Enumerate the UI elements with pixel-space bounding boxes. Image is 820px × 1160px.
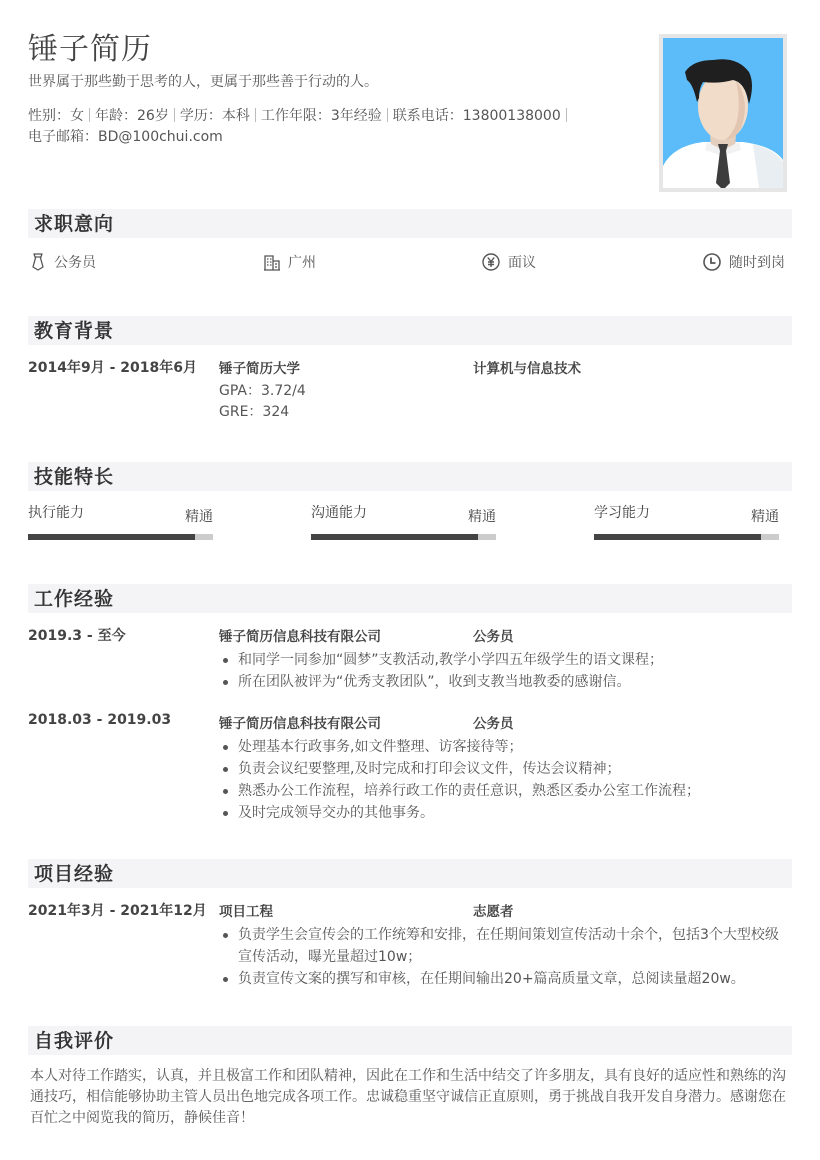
education-school: 锤子简历大学 xyxy=(219,361,300,377)
info-phone: 联系电话：13800138000 xyxy=(392,108,561,124)
skill-progress-fill xyxy=(594,534,761,540)
avatar xyxy=(659,34,787,192)
intent-availability-label: 随时到岗 xyxy=(729,255,785,271)
bullet-item: 所在团队被评为“优秀支教团队”，收到支教当地教委的感谢信。 xyxy=(219,671,789,693)
intent-availability xyxy=(703,252,785,272)
yen-icon xyxy=(482,253,500,271)
bullet-item: 负责会议纪要整理,及时完成和打印会议文件，传达会议精神； xyxy=(219,758,789,780)
intent-position xyxy=(30,252,96,272)
section-title: 工作经验 xyxy=(28,584,792,613)
tie-icon xyxy=(30,253,46,271)
education-date: 2014年9月 - 2018年6月 xyxy=(28,360,197,376)
info-education: 学历：本科 xyxy=(179,108,250,124)
work-bullets xyxy=(219,736,789,824)
divider xyxy=(174,108,175,122)
work-date: 2019.3 - 至今 xyxy=(28,628,126,644)
work-role: 公务员 xyxy=(473,716,514,732)
work-company: 锤子简历信息科技有限公司 xyxy=(219,629,381,645)
skill-progress-bar xyxy=(594,534,779,540)
section-title: 自我评价 xyxy=(28,1026,792,1055)
self-evaluation-text: 本人对待工作踏实，认真，并且极富工作和团队精神，因此在工作和生活中结交了许多朋友，具有良好的适应性和熟练的沟通技巧，相信能够协助主管人员出色地完成各项工作。忠诚稳重坚守诚信正直原则，勇于挑战自我开发自身潜力。感谢您在百忙之中阅览我的简历，静候佳音！ xyxy=(30,1068,786,1126)
intent-position-label: 公务员 xyxy=(54,255,96,271)
skill-progress-bar xyxy=(311,534,496,540)
section-education xyxy=(28,316,792,445)
section-job-intent xyxy=(28,209,792,284)
personal-info xyxy=(28,106,628,148)
section-self-evaluation xyxy=(28,1026,792,1129)
education-major: 计算机与信息技术 xyxy=(473,361,581,377)
project-entry xyxy=(28,888,792,1008)
section-title: 教育背景 xyxy=(28,316,792,345)
bullet-item: 处理基本行政事务,如文件整理、访客接待等； xyxy=(219,736,789,758)
info-age: 年龄：26岁 xyxy=(95,108,169,124)
work-bullets xyxy=(219,649,789,693)
work-company: 锤子简历信息科技有限公司 xyxy=(219,716,381,732)
skill-name: 沟通能力 xyxy=(311,505,367,521)
intent-city-label: 广州 xyxy=(288,255,316,271)
divider xyxy=(566,108,567,122)
intent-salary xyxy=(482,252,536,272)
person-illustration-icon xyxy=(663,38,783,188)
skill-progress-fill xyxy=(28,534,195,540)
bullet-item: 负责学生会宣传会的工作统筹和安排，在任期间策划宣传活动十余个，包括3个大型校级宣传活动，曝光量超过10w； xyxy=(219,924,789,968)
skill-item xyxy=(311,502,496,525)
project-role: 志愿者 xyxy=(473,904,514,920)
bullet-item: 及时完成领导交办的其他事务。 xyxy=(219,802,789,824)
clock-icon xyxy=(703,253,721,271)
resume-motto: 世界属于那些勤于思考的人，更属于那些善于行动的人。 xyxy=(28,74,378,90)
bullet-item: 负责宣传文案的撰写和审核，在任期间输出20+篇高质量文章，总阅读量超20w。 xyxy=(219,968,789,990)
bullet-item: 和同学一同参加“圆梦”支教活动,教学小学四五年级学生的语文课程； xyxy=(219,649,789,671)
project-bullets xyxy=(219,924,789,990)
section-title: 求职意向 xyxy=(28,209,792,238)
divider xyxy=(387,108,388,122)
building-icon xyxy=(264,254,280,271)
bullet-item: 熟悉办公工作流程，培养行政工作的责任意识，熟悉区委办公室工作流程； xyxy=(219,780,789,802)
skill-name: 学习能力 xyxy=(594,505,650,521)
intent-salary-label: 面议 xyxy=(508,255,536,271)
education-entry xyxy=(28,345,792,445)
section-skills xyxy=(28,462,792,552)
info-work-years: 工作年限：3年经验 xyxy=(260,108,382,124)
work-role: 公务员 xyxy=(473,629,514,645)
section-work-experience xyxy=(28,584,792,840)
skill-progress-bar xyxy=(28,534,213,540)
section-title: 项目经验 xyxy=(28,859,792,888)
resume-name: 锤子简历 xyxy=(28,32,152,67)
skill-item xyxy=(28,502,213,525)
work-entry xyxy=(28,613,792,700)
info-email: 电子邮箱：BD@100chui.com xyxy=(28,129,223,145)
avatar-image xyxy=(663,38,783,188)
education-gre: GRE：324 xyxy=(219,404,290,420)
intent-row xyxy=(28,244,792,284)
work-date: 2018.03 - 2019.03 xyxy=(28,712,172,728)
skill-progress-fill xyxy=(311,534,478,540)
divider xyxy=(255,108,256,122)
education-gpa: GPA：3.72/4 xyxy=(219,383,306,399)
project-name: 项目工程 xyxy=(219,904,273,920)
project-date: 2021年3月 - 2021年12月 xyxy=(28,903,207,919)
section-projects xyxy=(28,859,792,1008)
resume-header xyxy=(28,30,628,148)
intent-city xyxy=(264,252,316,272)
section-title: 技能特长 xyxy=(28,462,792,491)
skill-level: 精通 xyxy=(751,509,779,525)
skill-name: 执行能力 xyxy=(28,505,84,521)
skill-item xyxy=(594,502,779,525)
skill-level: 精通 xyxy=(468,509,496,525)
divider xyxy=(89,108,90,122)
skill-level: 精通 xyxy=(185,509,213,525)
info-gender: 性别：女 xyxy=(28,108,84,124)
work-entry xyxy=(28,700,792,840)
